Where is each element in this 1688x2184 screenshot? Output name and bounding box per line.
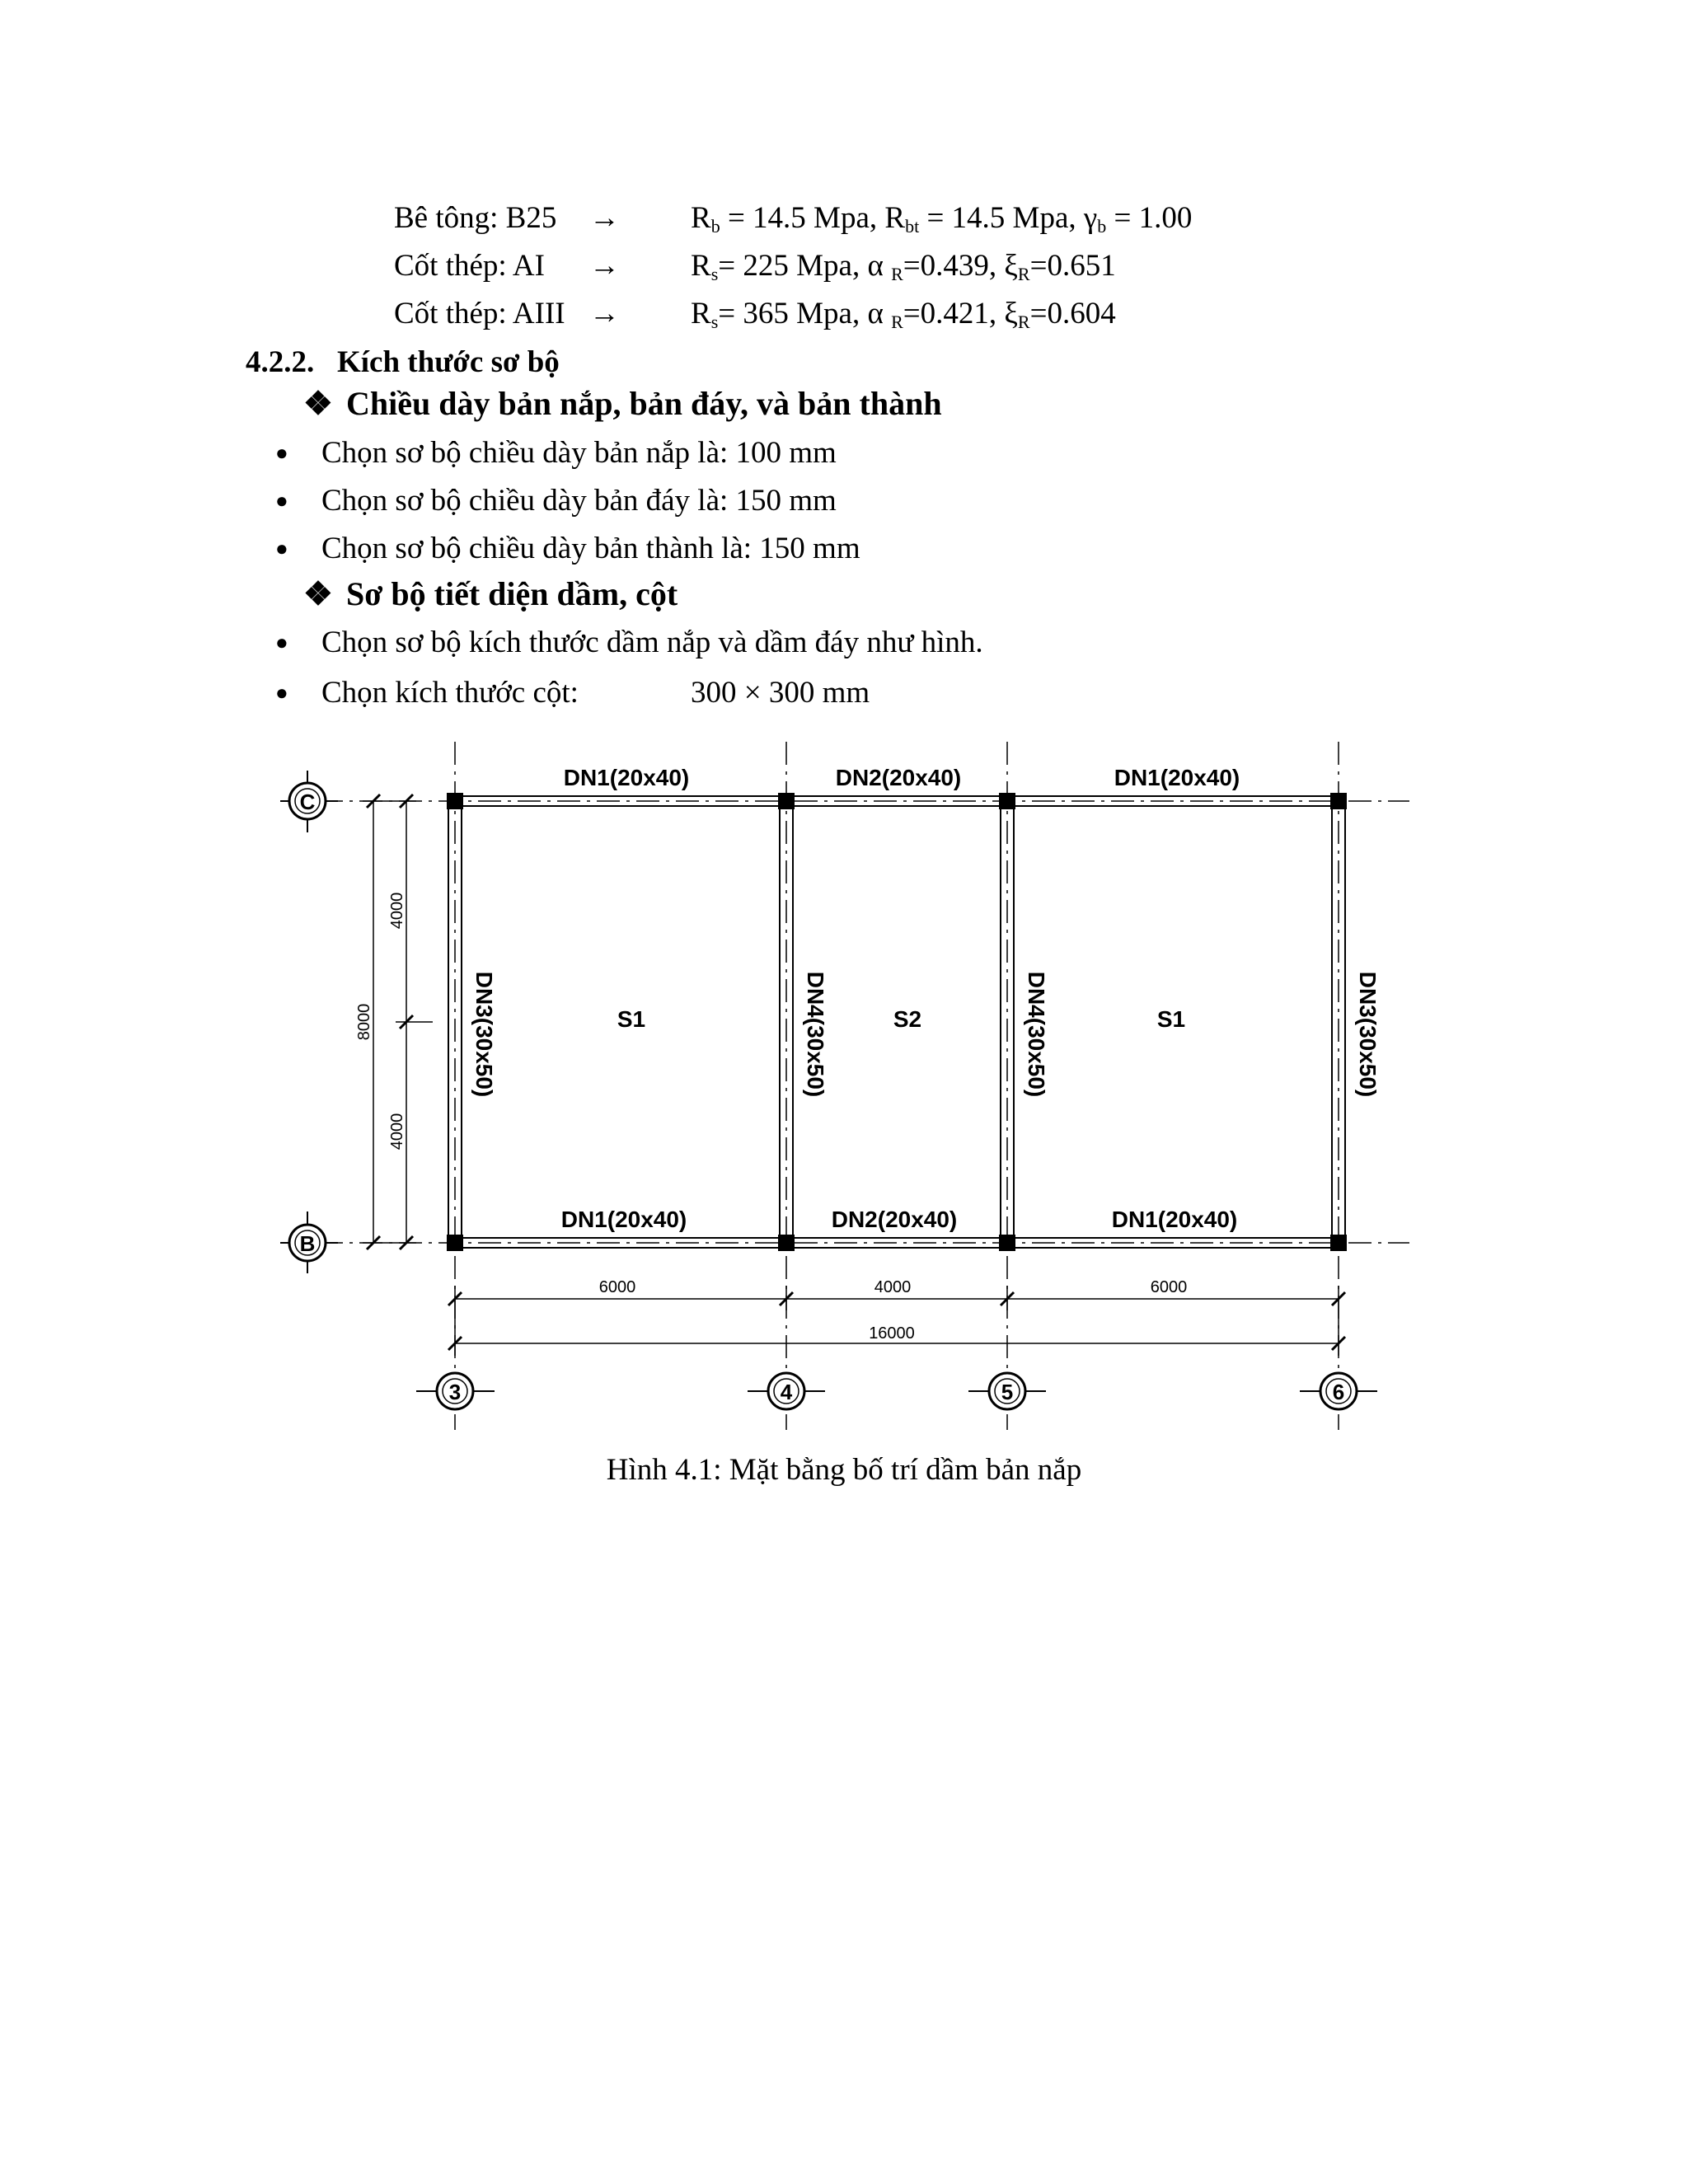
dimension-label: 6000 <box>598 1278 636 1296</box>
column <box>999 1235 1015 1251</box>
dimension-label: 4000 <box>388 892 406 930</box>
axis-bubble-3 <box>416 1373 495 1409</box>
dimension-label: 6000 <box>1150 1278 1188 1296</box>
axis-label-C: C <box>299 790 316 814</box>
section-number: 4.2.2. <box>246 345 315 379</box>
bullet-icon: ● <box>275 489 288 513</box>
axis-label-5: 5 <box>1001 1380 1014 1404</box>
slab-label: S1 <box>1156 1006 1186 1032</box>
list-item: Chọn kích thước cột: <box>321 676 579 710</box>
beam-label-vertical: DN3(30x50) <box>1355 971 1381 1098</box>
beam-label-bottom: DN2(20x40) <box>831 1207 958 1232</box>
column <box>999 793 1015 809</box>
bullet-icon: ● <box>275 441 288 465</box>
material-value: $R_s= 365$ Mpa, α $_R$=0.421, $\xi_R=0.604$ <box>691 297 1116 332</box>
section-title: Kích thước sơ bộ <box>337 345 560 379</box>
column-size-value: 300 × 300 mm <box>691 676 870 710</box>
axis-label-B: B <box>299 1231 316 1256</box>
beam-label-vertical: DN4(30x50) <box>1024 971 1049 1098</box>
dimension-ticks <box>367 794 1345 1350</box>
diamond-icon: ❖ <box>303 575 333 612</box>
list-item: Chọn sơ bộ chiều dày bản nắp là: 100 mm <box>321 436 837 470</box>
column <box>1330 793 1347 809</box>
arrow-icon: → <box>589 249 620 283</box>
column <box>1330 1235 1347 1251</box>
column <box>778 793 795 809</box>
slab-label: S2 <box>893 1006 922 1032</box>
beam-label-top: DN1(20x40) <box>563 765 690 790</box>
subheading-sections: ❖ Sơ bộ tiết diện dầm, cột <box>303 575 678 612</box>
beam-label-bottom: DN1(20x40) <box>1111 1207 1238 1232</box>
arrow-icon: → <box>589 297 620 330</box>
axis-label-3: 3 <box>448 1380 462 1404</box>
subheading-thickness: ❖ Chiều dày bản nắp, bản đáy, và bản thành <box>303 385 942 422</box>
bullet-icon: ● <box>275 681 288 705</box>
beam-label-vertical: DN4(30x50) <box>803 971 828 1098</box>
material-value: $R_s= 225$ Mpa, α $_R$=0.439, $\xi_R=0.651$ <box>691 249 1116 284</box>
axis-bubble-B <box>280 1212 338 1273</box>
list-item: Chọn sơ bộ chiều dày bản đáy là: 150 mm <box>321 484 837 518</box>
column <box>778 1235 795 1251</box>
material-value: $R_b = 14.5$ Mpa, $R_{bt} = 14.5$ Mpa, $\gamma_b = 1.00$ <box>691 201 1193 237</box>
axis-bubble-4 <box>748 1373 825 1409</box>
dimension-label: 4000 <box>388 1113 406 1151</box>
beam-label-top: DN2(20x40) <box>835 765 962 790</box>
column <box>447 793 463 809</box>
material-label: Cốt thép: AIII <box>394 297 565 330</box>
dimension-label: 4000 <box>874 1278 912 1296</box>
axis-bubble-C <box>280 771 338 832</box>
figure-caption: Hình 4.1: Mặt bằng bố trí dầm bản nắp <box>606 1453 1082 1487</box>
arrow-icon: → <box>589 201 620 235</box>
column <box>447 1235 463 1251</box>
axis-bubble-6 <box>1300 1373 1377 1409</box>
slab-label: S1 <box>617 1006 646 1032</box>
axis-lines <box>280 742 1409 1430</box>
dimension-label: 16000 <box>869 1324 915 1343</box>
list-item: Chọn sơ bộ kích thước dầm nắp và dầm đáy như hình. <box>321 626 983 659</box>
dimension-label: 8000 <box>355 1003 373 1041</box>
axis-label-4: 4 <box>780 1380 793 1404</box>
axis-bubble-5 <box>968 1373 1046 1409</box>
axis-label-6: 6 <box>1332 1380 1345 1404</box>
list-item: Chọn sơ bộ chiều dày bản thành là: 150 mm <box>321 532 860 565</box>
bullet-icon: ● <box>275 537 288 560</box>
diamond-icon: ❖ <box>303 385 333 422</box>
beam-label-top: DN1(20x40) <box>1114 765 1240 790</box>
dimension-lines <box>363 801 1339 1356</box>
material-label: Cốt thép: AI <box>394 249 545 283</box>
beam-label-bottom: DN1(20x40) <box>560 1207 687 1232</box>
bullet-icon: ● <box>275 630 288 654</box>
material-label: Bê tông: B25 <box>394 201 557 235</box>
beam-label-vertical: DN3(30x50) <box>471 971 497 1098</box>
